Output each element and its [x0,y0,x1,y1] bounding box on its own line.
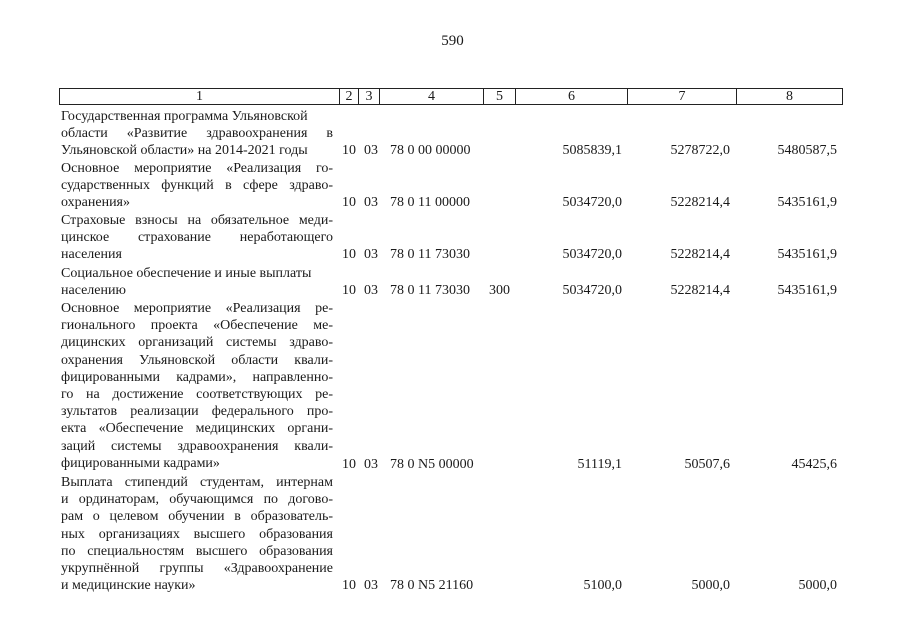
description-line: Основное мероприятие «Реализация ре- [61,301,333,316]
subsection-code: 03 [364,457,378,472]
description-line: и медицинские науки» [61,578,196,594]
subsection-code: 03 [364,143,378,158]
description-line: Ульяновской области» на 2014-2021 годы [61,143,308,159]
amount-col-6: 5034720,0 [562,195,622,210]
description-line: Выплата стипендий студентам, интернам [61,475,333,490]
section-code: 10 [342,578,356,593]
subsection-code: 03 [364,283,378,298]
section-code: 10 [342,247,356,262]
expense-type-code: 300 [489,283,510,298]
amount-col-6: 5100,0 [583,578,622,593]
description-line: Основное мероприятие «Реализация го- [61,161,333,176]
description-line: го на достижение соответствующих ре- [61,387,333,403]
amount-col-8: 5480587,5 [777,143,837,158]
description-line: рам о целевом обучении в образователь- [61,509,333,525]
description-line: Государственная программа Ульяновской [61,109,308,124]
section-code: 10 [342,195,356,210]
table-header-row [59,88,843,105]
header-cell-4: 4 [380,89,484,104]
amount-col-7: 50507,6 [684,457,730,472]
description-line: фицированными кадрами» [61,455,220,471]
amount-col-8: 45425,6 [791,457,837,472]
description-line: охранения» [61,195,130,211]
description-line: и ординаторам, обучающимся по догово- [61,492,333,508]
amount-col-6: 5085839,1 [562,143,622,158]
description-line: цинское страхование неработающего [61,230,333,246]
table-row-description [61,265,333,299]
table-row-description [61,160,333,212]
amount-col-8: 5435161,9 [777,195,837,210]
amount-col-8: 5435161,9 [777,283,837,298]
subsection-code: 03 [364,195,378,210]
subsection-code: 03 [364,247,378,262]
table-row-description [61,212,333,264]
amount-col-8: 5000,0 [798,578,837,593]
target-article-code: 78 0 11 73030 [390,283,470,298]
target-article-code: 78 0 N5 21160 [390,578,474,593]
header-cell-5: 5 [484,89,516,104]
header-cell-2: 2 [340,89,359,104]
description-line: охранения Ульяновской области квали- [61,352,333,368]
amount-col-6: 51119,1 [577,457,622,472]
amount-col-7: 5228214,4 [670,283,730,298]
amount-col-8: 5435161,9 [777,247,837,262]
target-article-code: 78 0 11 73030 [390,247,470,262]
amount-col-7: 5278722,0 [670,143,730,158]
description-line: Социальное обеспечение и иные выплаты [61,266,312,281]
description-line: области «Развитие здравоохранения в [61,126,333,142]
header-cell-7: 7 [628,89,737,104]
target-article-code: 78 0 11 00000 [390,195,470,210]
description-line: укрупнённой группы «Здравоохранение [61,561,333,577]
target-article-code: 78 0 N5 00000 [390,457,474,472]
description-line: Страховые взносы на обязательное меди- [61,213,333,228]
description-line: заций системы здравоохранения квали- [61,438,333,454]
header-cell-8: 8 [786,89,793,104]
description-line: по специальностям высшего образования [61,543,333,559]
section-code: 10 [342,283,356,298]
header-cell-1: 1 [60,89,340,104]
description-line: дицинских организаций системы здраво- [61,335,333,351]
description-line: зультатов реализации федерального про- [61,404,333,420]
subsection-code: 03 [364,578,378,593]
amount-col-7: 5228214,4 [670,195,730,210]
amount-col-7: 5000,0 [691,578,730,593]
table-row-description [61,108,333,160]
target-article-code: 78 0 00 00000 [390,143,471,158]
amount-col-6: 5034720,0 [562,247,622,262]
description-line: населения [61,247,122,263]
section-code: 10 [342,143,356,158]
table-row-description [61,300,333,472]
amount-col-7: 5228214,4 [670,247,730,262]
page-number: 590 [441,33,464,49]
table-row-description [61,474,333,594]
header-cell-3: 3 [359,89,380,104]
description-line: екта «Обеспечение медицинских органи- [61,421,333,437]
description-line: сударственных функций в сфере здраво- [61,178,333,194]
description-line: населению [61,283,126,299]
header-cell-6: 6 [516,89,628,104]
description-line: фицированными кадрами», направленно- [61,369,333,385]
section-code: 10 [342,457,356,472]
description-line: гионального проекта «Обеспечение ме- [61,318,333,334]
description-line: ных организациях высшего образования [61,526,333,542]
amount-col-6: 5034720,0 [562,283,622,298]
